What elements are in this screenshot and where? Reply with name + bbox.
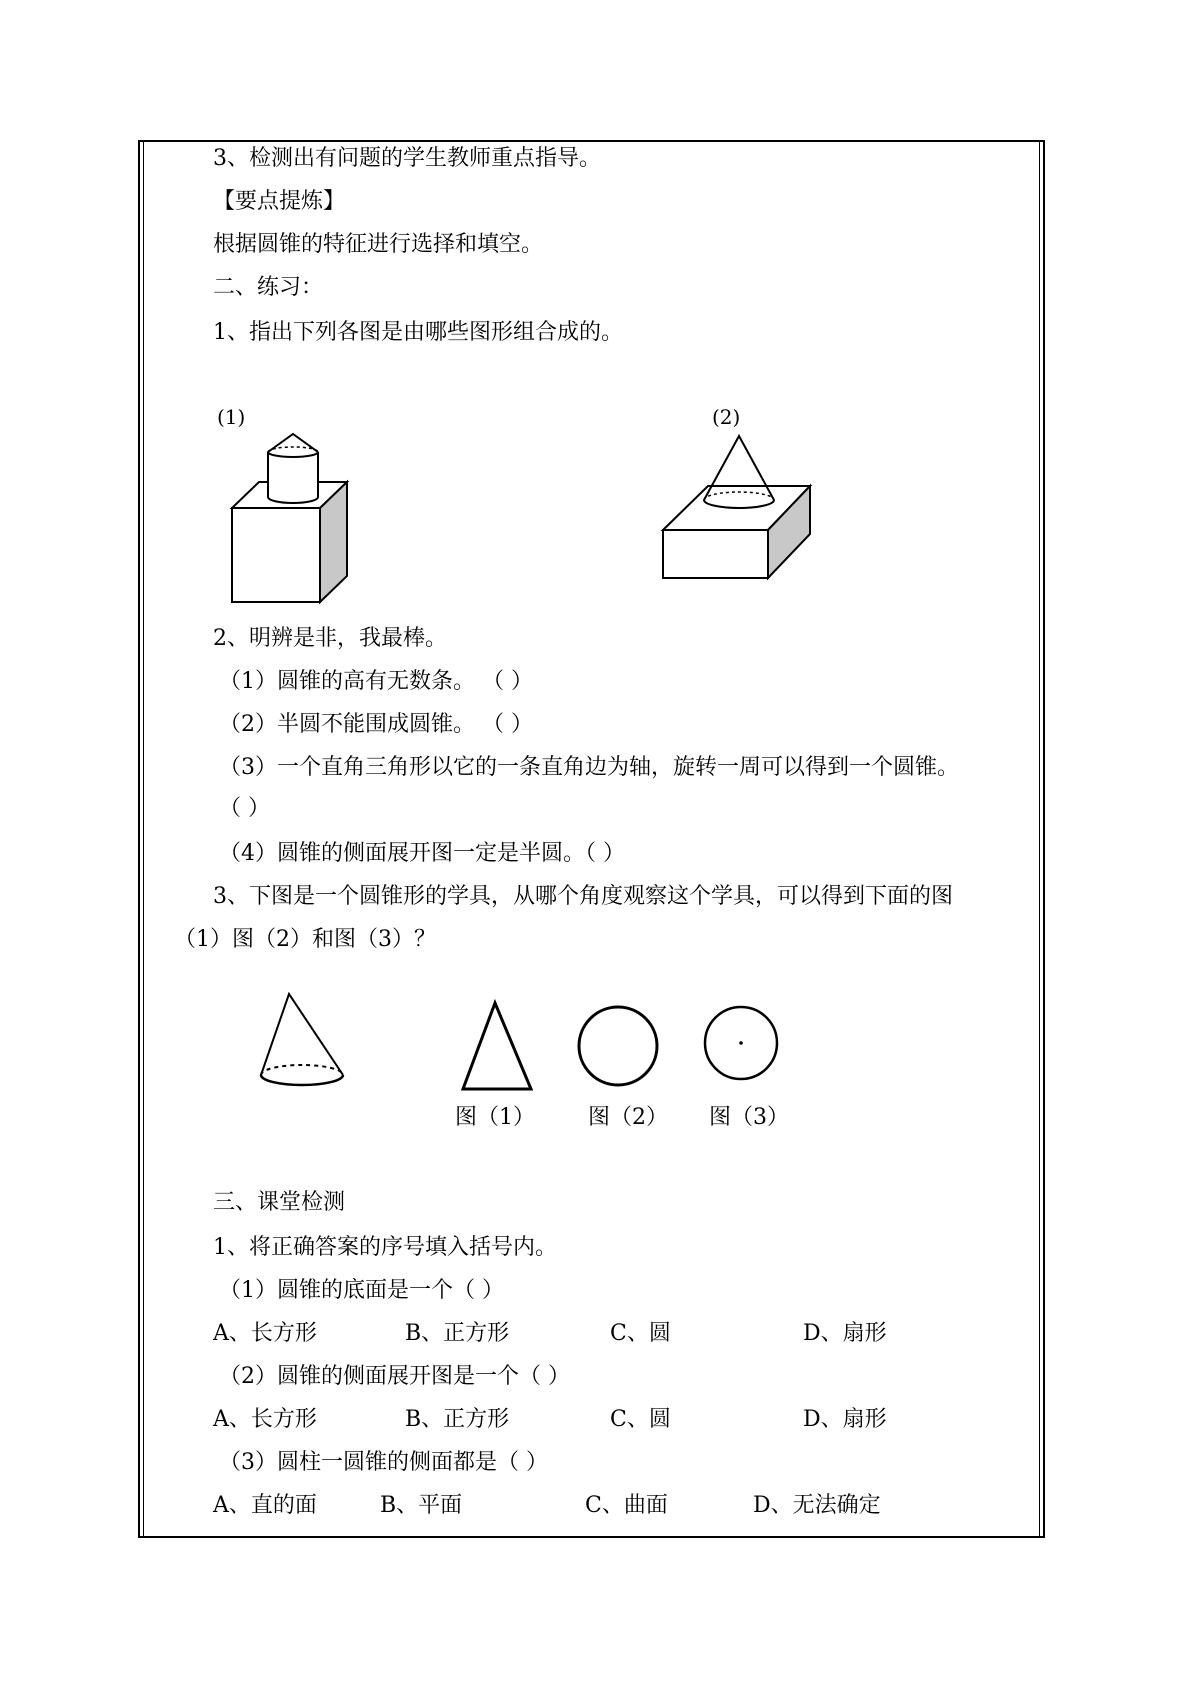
text-line-3: 根据圆锥的特征进行选择和填空。 (213, 232, 544, 257)
q3-option-d: D、无法确定 (753, 1493, 881, 1518)
q1-option-d: D、扇形 (803, 1321, 887, 1346)
q3-option-c: C、曲面 (585, 1493, 668, 1518)
q2-option-a: A、长方形 (213, 1407, 317, 1432)
exercise-3-prompt: 3、下图是一个圆锥形的学具，从哪个角度观察这个学具，可以得到下面的图 (213, 884, 953, 909)
exercise-2-item-3: （3）一个直角三角形以它的一条直角边为轴，旋转一周可以得到一个圆锥。 (219, 755, 959, 780)
view-1-triangle (460, 1000, 535, 1092)
figure-2-cone-on-cuboid (658, 432, 818, 582)
exercise-3-prompt-cont: （1）图（2）和图（3）？ (174, 927, 436, 952)
view-1-label: 图（1） (455, 1105, 535, 1130)
view-2-label: 图（2） (588, 1105, 668, 1130)
test-1-question-1: （1）圆锥的底面是一个（ ） (219, 1278, 504, 1303)
section-heading-key-points: 【要点提炼】 (213, 189, 346, 214)
figure-2-label: (2) (712, 405, 741, 429)
text-line-1: 3、检测出有问题的学生教师重点指导。 (213, 146, 601, 171)
test-1-prompt: 1、将正确答案的序号填入括号内。 (213, 1235, 557, 1260)
q2-option-d: D、扇形 (803, 1407, 887, 1432)
view-3-circle-with-center (702, 1004, 780, 1082)
view-2-circle (576, 1004, 660, 1088)
figure-1-composite-solid (228, 430, 358, 605)
q2-option-b: B、正方形 (405, 1407, 510, 1432)
exercise-2-prompt: 2、明辨是非，我最棒。 (213, 626, 447, 651)
test-1-question-3: （3）圆柱一圆锥的侧面都是（ ） (219, 1450, 548, 1475)
exercise-2-item-4: （4）圆锥的侧面展开图一定是半圆。（ ） (219, 841, 625, 866)
q1-option-b: B、正方形 (405, 1321, 510, 1346)
q3-option-b: B、平面 (380, 1493, 463, 1518)
test-1-question-2: （2）圆锥的侧面展开图是一个（ ） (219, 1364, 570, 1389)
exercise-2-item-1: （1）圆锥的高有无数条。 （ ） (219, 669, 533, 694)
view-3-label: 图（3） (709, 1105, 789, 1130)
section-heading-class-test: 三、课堂检测 (213, 1190, 346, 1215)
q3-option-a: A、直的面 (213, 1493, 317, 1518)
q1-option-a: A、长方形 (213, 1321, 317, 1346)
cone-learning-tool (258, 990, 348, 1090)
exercise-1-prompt: 1、指出下列各图是由哪些图形组合成的。 (213, 320, 623, 345)
exercise-2-item-2: （2）半圆不能围成圆锥。 （ ） (219, 712, 533, 737)
q1-option-c: C、圆 (610, 1321, 671, 1346)
exercise-2-item-3-bracket: （ ） (219, 796, 270, 821)
q2-option-c: C、圆 (610, 1407, 671, 1432)
figure-1-label: (1) (217, 405, 246, 429)
section-heading-practice: 二、练习： (213, 275, 324, 300)
